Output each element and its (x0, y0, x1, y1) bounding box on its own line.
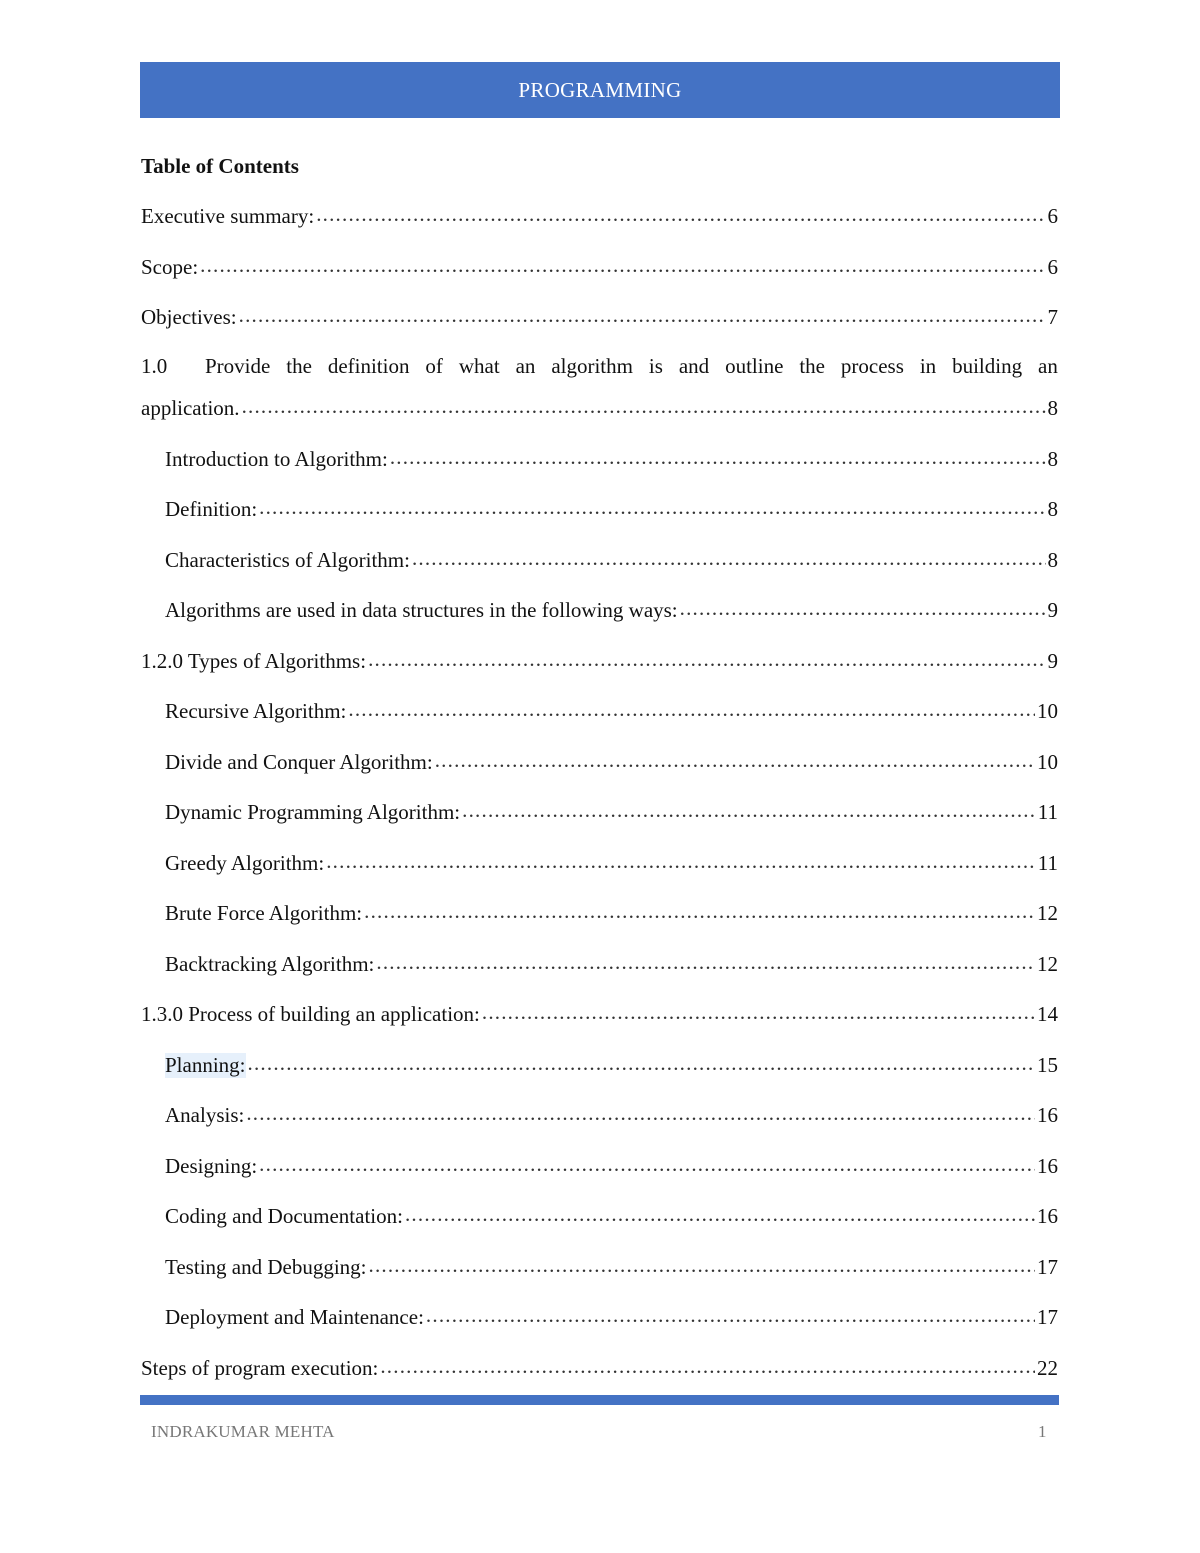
toc-entry-page: 11 (1037, 850, 1058, 875)
toc-entry-line2 (141, 394, 1058, 445)
toc-leader-dots (246, 1101, 1035, 1122)
toc-entry-word: in (919, 353, 937, 378)
toc-leader-dots (259, 1152, 1035, 1173)
toc-entry-process-of-building[interactable] (141, 1000, 1058, 1051)
toc-entry-label: Testing and Debugging: (165, 1254, 367, 1279)
toc-entry-label: Analysis: (165, 1103, 245, 1127)
toc-entry-page: 14 (1037, 1002, 1058, 1026)
toc-leader-dots (376, 950, 1035, 971)
toc-entry-label: Designing: (165, 1153, 258, 1178)
toc-entry-label: Characteristics of Algorithm: (165, 547, 410, 572)
toc-entry-label: Executive summary: (141, 204, 315, 228)
toc-entry-label: Scope: (141, 254, 199, 279)
toc-entry-word: algorithm (551, 353, 633, 378)
toc-entry-dynamic-programming[interactable] (141, 798, 1058, 849)
toc-leader-dots (412, 546, 1046, 567)
toc-entry-word: process (840, 353, 904, 378)
toc-entry-characteristics[interactable] (141, 546, 1058, 597)
toc-entry-greedy-algorithm[interactable] (141, 849, 1058, 900)
footer-page-number: 1 (1038, 1422, 1047, 1441)
toc-leader-dots (380, 1354, 1035, 1375)
toc-entry-algorithm-definition[interactable] (141, 354, 1058, 445)
toc-leader-dots (482, 1000, 1035, 1021)
toc-entry-label: Dynamic Programming Algorithm: (165, 800, 461, 824)
toc-entry-word: and (678, 353, 710, 378)
toc-leader-dots (239, 303, 1046, 324)
toc-entry-page: 10 (1037, 699, 1058, 723)
toc-entry-objectives[interactable] (141, 303, 1058, 354)
toc-entry-page: 8 (1047, 446, 1058, 471)
toc-entry-label: Brute Force Algorithm: (165, 901, 363, 925)
toc-leader-dots (316, 202, 1045, 223)
toc-entry-executive-summary[interactable] (141, 202, 1058, 253)
toc-entry-label-line1 (205, 354, 1058, 379)
toc-entry-planning[interactable] (141, 1051, 1058, 1102)
toc-entry-label: Deployment and Maintenance: (165, 1305, 424, 1329)
toc-entry-scope[interactable] (141, 253, 1058, 304)
toc-leader-dots (242, 394, 1046, 415)
toc-entry-deployment-and-maintenance[interactable] (141, 1303, 1058, 1354)
toc-entry-word: is (648, 353, 663, 378)
toc-entry-label: Introduction to Algorithm: (165, 446, 388, 471)
header-title: PROGRAMMING (518, 77, 682, 102)
toc-entry-brute-force[interactable] (141, 899, 1058, 950)
toc-entry-page: 12 (1037, 901, 1058, 925)
toc-leader-dots (390, 445, 1046, 466)
toc-entry-label: 1.2.0 Types of Algorithms: (141, 648, 367, 673)
footer-rule (140, 1395, 1059, 1405)
toc-entry-page: 9 (1047, 598, 1058, 622)
toc-entry-page: 10 (1037, 749, 1058, 774)
toc-entry-recursive-algorithm[interactable] (141, 697, 1058, 748)
toc-leader-dots (259, 495, 1045, 516)
toc-entry-definition[interactable] (141, 495, 1058, 546)
toc-entry-designing[interactable] (141, 1152, 1058, 1203)
toc-entry-page: 8 (1047, 547, 1058, 572)
toc-leader-dots (368, 647, 1045, 668)
toc-entry-page: 6 (1047, 204, 1058, 228)
toc-leader-dots (348, 697, 1035, 718)
toc-leader-dots (326, 849, 1036, 870)
toc-entry-word: the (799, 353, 825, 378)
toc-entry-word: an (515, 353, 536, 378)
toc-entry-page: 8 (1047, 497, 1058, 521)
toc-entry-label: Steps of program execution: (141, 1355, 379, 1380)
toc-entry-divide-and-conquer[interactable] (141, 748, 1058, 799)
table-of-contents (141, 202, 1058, 1404)
toc-leader-dots (369, 1253, 1036, 1274)
toc-entry-page: 17 (1037, 1254, 1058, 1279)
toc-entry-testing-and-debugging[interactable] (141, 1253, 1058, 1304)
toc-entry-page: 12 (1037, 951, 1058, 976)
toc-entry-page: 6 (1047, 254, 1058, 279)
toc-entry-types-of-algorithms[interactable] (141, 647, 1058, 698)
toc-entry-label: Divide and Conquer Algorithm: (165, 749, 433, 774)
toc-entry-word: the (286, 353, 312, 378)
toc-entry-word: outline (725, 353, 784, 378)
toc-entry-label: Recursive Algorithm: (165, 699, 347, 723)
toc-entry-label: Coding and Documentation: (165, 1204, 403, 1228)
toc-leader-dots (364, 899, 1035, 920)
toc-entry-word: what (458, 353, 500, 378)
toc-entry-analysis[interactable] (141, 1101, 1058, 1152)
toc-entry-page: 17 (1037, 1305, 1058, 1329)
toc-entry-page: 8 (1047, 395, 1058, 420)
toc-entry-label: Planning: (165, 1052, 246, 1077)
toc-entry-page: 15 (1037, 1052, 1058, 1077)
toc-entry-word: definition (327, 353, 410, 378)
toc-entry-page: 7 (1047, 305, 1058, 329)
toc-heading: Table of Contents (141, 154, 299, 178)
toc-entry-label: Backtracking Algorithm: (165, 951, 375, 976)
toc-entry-page: 22 (1037, 1355, 1058, 1380)
toc-entry-word: an (1038, 353, 1058, 378)
toc-entry-page: 16 (1037, 1153, 1058, 1178)
toc-entry-algorithms-in-data-structures[interactable] (141, 596, 1058, 647)
toc-entry-page: 11 (1037, 800, 1058, 824)
toc-leader-dots (435, 748, 1035, 769)
toc-entry-label: Greedy Algorithm: (165, 850, 325, 875)
header-bar (140, 62, 1060, 118)
toc-entry-label: Objectives: (141, 305, 237, 329)
toc-entry-label: Algorithms are used in data structures in the following ways: (165, 598, 678, 622)
toc-entry-page: 9 (1047, 648, 1058, 673)
toc-leader-dots (680, 596, 1046, 617)
toc-entry-label: 1.3.0 Process of building an application: (141, 1002, 480, 1026)
toc-leader-dots (248, 1051, 1035, 1072)
toc-entry-line1 (141, 354, 1058, 394)
toc-leader-dots (426, 1303, 1035, 1324)
toc-entry-coding-and-documentation[interactable] (141, 1202, 1058, 1253)
footer-author: INDRAKUMAR MEHTA (151, 1422, 335, 1441)
toc-leader-dots (200, 253, 1045, 274)
toc-entry-backtracking[interactable] (141, 950, 1058, 1001)
toc-entry-page: 16 (1037, 1204, 1058, 1228)
toc-entry-word: Provide (205, 353, 271, 378)
toc-leader-dots (405, 1202, 1035, 1223)
toc-entry-number: 1.0 (141, 353, 168, 378)
toc-entry-label: Definition: (165, 497, 258, 521)
toc-entry-introduction-to-algorithm[interactable] (141, 445, 1058, 496)
toc-entry-word: of (425, 353, 443, 378)
toc-leader-dots (462, 798, 1036, 819)
toc-entry-word: building (952, 353, 1023, 378)
toc-entry-page: 16 (1037, 1103, 1058, 1127)
toc-entry-label-line2: application. (141, 395, 240, 420)
